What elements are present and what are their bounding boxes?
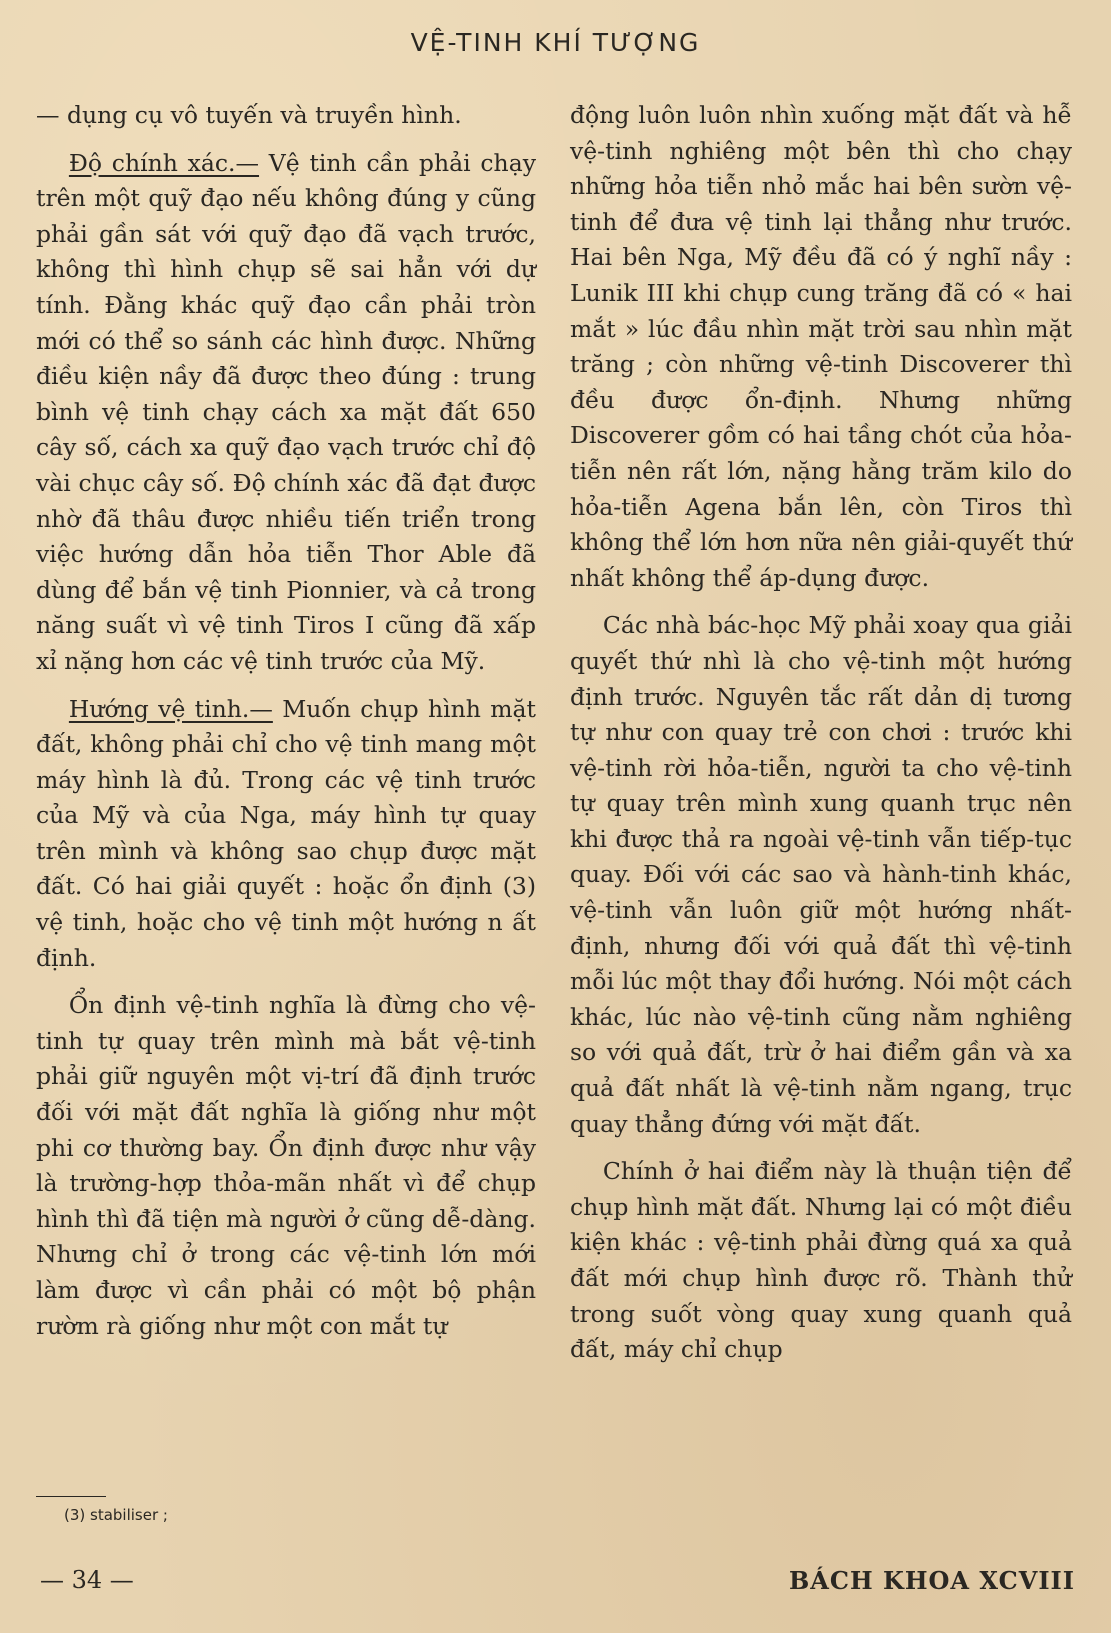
paragraph-text: Vệ tinh cần phải chạy trên một quỹ đạo nếu không đúng y cũng phải gần sát với quỹ đạo đã vạch trước, không thì hình chụp sẽ sai hẳn với dự tính. Đằng khác quỹ đạo cần phải tròn mới có thể so sánh các hình được. Những điều kiện nầy đã được theo đúng : trung bình vệ tinh chạy cách xa mặt đất 650 cây số, cách xa quỹ đạo vạch trước chỉ độ vài chục cây số. Độ chính xác đã đạt được nhờ đã thâu được nhiều tiến triển trong việc hướng dẫn hỏa tiễn Thor Able đã dùng để bắn vệ tinh Pionnier, và cả trong năng suất vì vệ tinh Tiros I cũng đã xấp xỉ nặng hơn các vệ tinh trước của Mỹ. <box>36 148 536 675</box>
paragraph <box>36 692 536 977</box>
section-heading: Độ chính xác.— <box>68 148 260 177</box>
section-heading: Hướng vệ tinh.— <box>68 694 273 723</box>
right-column <box>570 98 1072 1368</box>
paragraph: — dụng cụ vô tuyến và truyền hình. <box>36 101 462 129</box>
paragraph: động luôn luôn nhìn xuống mặt đất và hễ vệ-tinh nghiêng một bên thì cho chạy những hỏa tiễn nhỏ mắc hai bên sườn vệ-tinh để đưa vệ tinh lại thẳng như trước. Hai bên Nga, Mỹ đều đã có ý nghĩ nầy : Lunik III khi chụp cung trăng đã có « hai mắt » lúc đầu nhìn mặt trời sau nhìn mặt trăng ; còn những vệ-tinh Discoverer thì đều được ổn-định. Nhưng những Discoverer gồm có hai tầng chót của hỏa-tiễn nên rất lớn, nặng hằng trăm kilo do hỏa-tiễn Agena bắn lên, còn Tiros thì không thể lớn hơn nữa nên giải-quyết thứ nhất không thể áp-dụng được. <box>570 101 1072 592</box>
journal-name: BÁCH KHOA XCVIII <box>788 1566 1075 1595</box>
footnote-divider <box>36 1496 106 1497</box>
paragraph-text: Muốn chụp hình mặt đất, không phải chỉ cho vệ tinh mang một máy hình là đủ. Trong các vệ tinh trước của Mỹ và của Nga, máy hình tự quay trên mình và không sao chụp được mặt đất. Có hai giải quyết : hoặc ổn định (3) vệ tinh, hoặc cho vệ tinh một hướng n ất định. <box>36 694 536 972</box>
page-header-title: VỆ-TINH KHÍ TƯỢNG <box>410 28 701 57</box>
paragraph <box>36 146 536 680</box>
footnote: (3) stabiliser ; <box>64 1506 168 1524</box>
paragraph: Chính ở hai điểm này là thuận tiện để chụp hình mặt đất. Nhưng lại có một điều kiện khác : vệ-tinh phải đừng quá xa quả đất mới chụp hình được rõ. Thành thử trong suốt vòng quay xung quanh quả đất, máy chỉ chụp <box>570 1157 1072 1364</box>
page-number: — 34 — <box>40 1566 134 1594</box>
left-column <box>36 98 536 1344</box>
paragraph: Các nhà bác-học Mỹ phải xoay qua giải quyết thứ nhì là cho vệ-tinh một hướng định trước. Nguyên tắc rất dản dị tương tự như con quay trẻ con chơi : trước khi vệ-tinh rời hỏa-tiễn, người ta cho vệ-tinh tự quay trên mình xung quanh trục nên khi được thả ra ngoài vệ-tinh vẫn tiếp-tục quay. Đối với các sao và hành-tinh khác, vệ-tinh vẫn luôn giữ một hướng nhất-định, nhưng đối với quả đất thì vệ-tinh mỗi lúc một thay đổi hướng. Nói một cách khác, lúc nào vệ-tinh cũng nằm nghiêng so với quả đất, trừ ở hai điểm gần và xa quả đất nhất là vệ-tinh nằm ngang, trục quay thẳng đứng với mặt đất. <box>570 611 1072 1138</box>
paragraph: Ổn định vệ-tinh nghĩa là đừng cho vệ-tinh tự quay trên mình mà bắt vệ-tinh phải giữ nguyên một vị-trí đã định trước đối với mặt đất nghĩa là giống như một phi cơ thường bay. Ổn định được như vậy là trường-hợp thỏa-mãn nhất vì để chụp hình thì đã tiện mà người ở cũng dễ-dàng. Nhưng chỉ ở trong các vệ-tinh lớn mới làm được vì cần phải có một bộ phận rườm rà giống như một con mắt tự <box>36 991 536 1340</box>
